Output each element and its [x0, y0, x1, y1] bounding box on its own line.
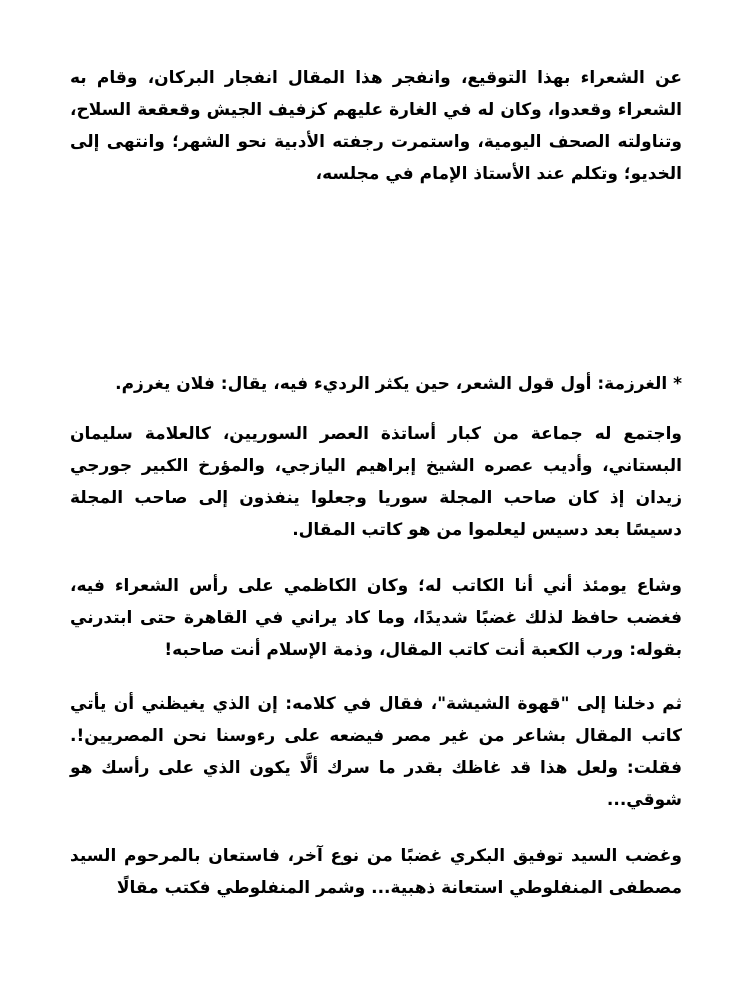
paragraph-5: [70, 840, 682, 904]
paragraph-1: [70, 62, 682, 190]
footnote: [70, 368, 682, 400]
footnote-text: * الغرزمة: أول قول الشعر، حين يكثر الرديء فيه، يقال: فلان يغرزم.: [115, 374, 682, 394]
paragraph-1-text: عن الشعراء بهذا التوقيع، وانفجر هذا المقال انفجار البركان، وقام به الشعراء وقعدوا، وكان له في الغارة عليهم كزفيف الجيش وقعقعة السلاح، وتناولته الصحف اليومية، واستمرت رجفته الأدبية نحو الشهر؛ وانتهى إلى الخديو؛ وتكلم عند الأستاذ الإمام في مجلسه،: [70, 68, 682, 184]
paragraph-3-text: وشاع يومئذ أني أنا الكاتب له؛ وكان الكاظمي على رأس الشعراء فيه، فغضب حافظ لذلك غضبًا شديدًا، وما كاد يراني في القاهرة حتى ابتدرني بقوله: ورب الكعبة أنت كاتب المقال، وذمة الإسلام أنت صاحبه!: [70, 576, 682, 660]
paragraph-5-text: وغضب السيد توفيق البكري غضبًا من نوع آخر، فاستعان بالمرحوم السيد مصطفى المنفلوطي استعانة ذهبية... وشمر المنفلوطي فكتب مقالًا: [70, 846, 682, 898]
paragraph-2: [70, 418, 682, 546]
paragraph-2-text: واجتمع له جماعة من كبار أساتذة العصر السوريين، كالعلامة سليمان البستاني، وأديب عصره الشيخ إبراهيم اليازجي، والمؤرخ الكبير جورجي زيدان إذ كان صاحب المجلة سوريا وجعلوا ينفذون إلى صاحب المجلة دسيسًا بعد دسيس ليعلموا من هو كاتب المقال.: [70, 424, 682, 540]
paragraph-3: [70, 570, 682, 666]
paragraph-4-text: ثم دخلنا إلى "قهوة الشيشة"، فقال في كلامه: إن الذي يغيظني أن يأتي كاتب المقال بشاعر من غير مصر فيضعه على رءوسنا نحن المصريين!. فقلت: ولعل هذا قد غاظك بقدر ما سرك ألَّا يكون الذي على رأسك هو شوقي...: [70, 694, 682, 810]
paragraph-4: [70, 688, 682, 816]
